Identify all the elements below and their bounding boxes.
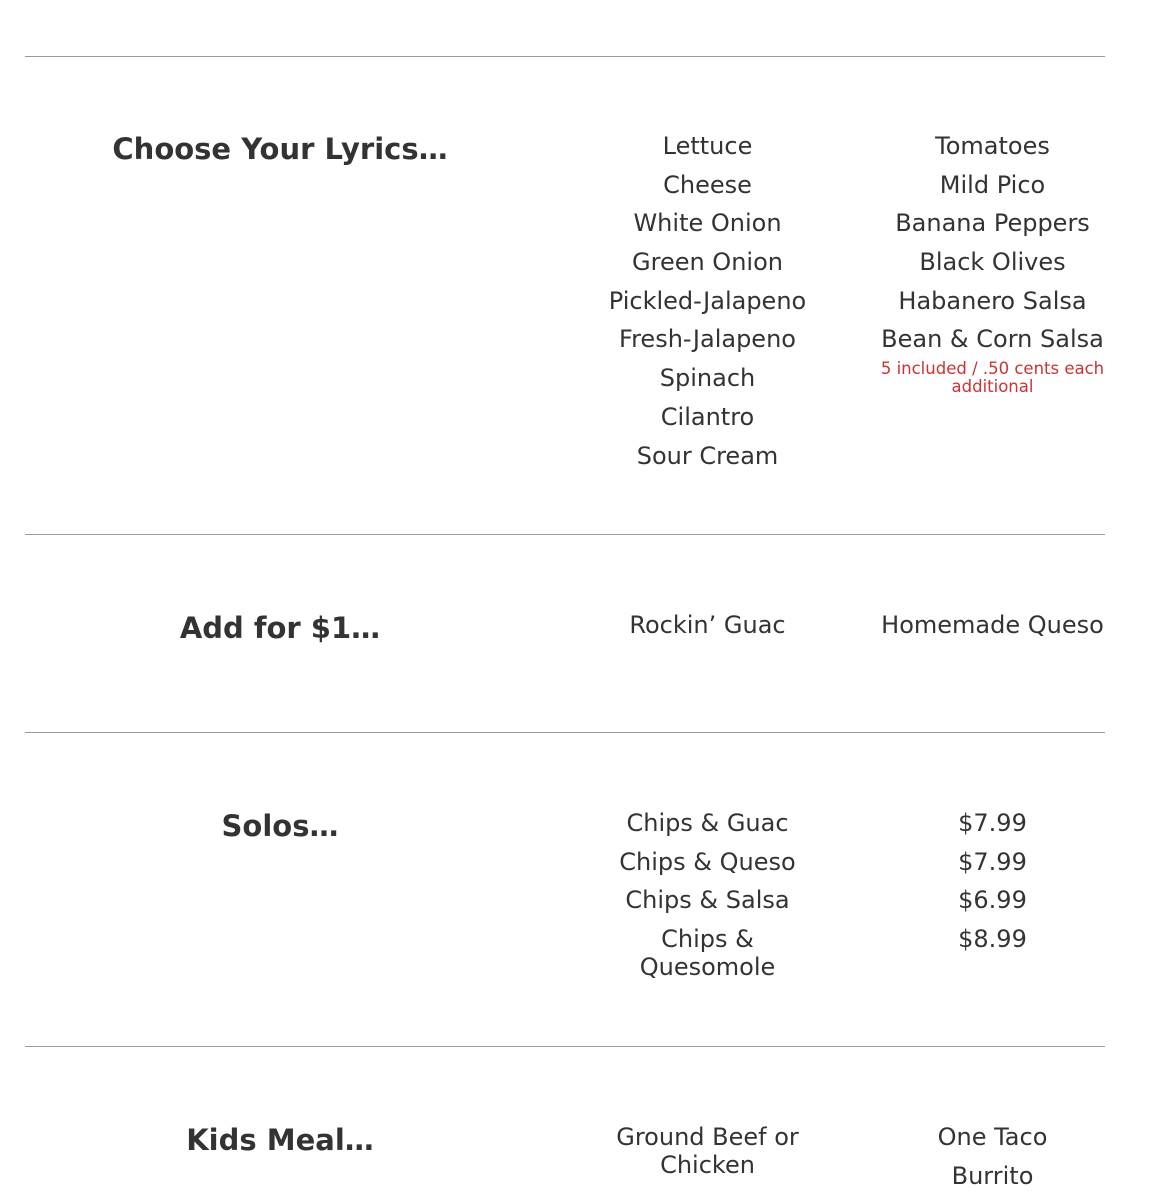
solo-price: $6.99 xyxy=(958,886,1027,915)
solo-item: Chips & Quesomole xyxy=(639,925,776,982)
divider xyxy=(25,732,1105,733)
section-title: Choose Your Lyrics… xyxy=(112,132,448,166)
pricing-note: 5 included / .50 cents each additional xyxy=(880,359,1105,397)
topping-item: Green Onion xyxy=(632,248,783,277)
addon-item: Rockin’ Guac xyxy=(629,611,786,639)
solo-item: Chips & Guac xyxy=(626,809,789,837)
topping-item: Cheese xyxy=(663,170,752,199)
lyrics-column-right xyxy=(880,132,1105,396)
solos-column-right xyxy=(880,809,1105,964)
kids-item: One Taco xyxy=(937,1123,1048,1151)
divider xyxy=(25,56,1105,57)
add-column-right xyxy=(880,611,1105,650)
topping-item: Sour Cream xyxy=(636,441,779,470)
topping-item: Lettuce xyxy=(662,132,753,160)
topping-item: Tomatoes xyxy=(935,132,1050,160)
solo-item: Chips & Queso xyxy=(619,847,796,876)
solo-item: Chips & Salsa xyxy=(625,886,790,915)
divider xyxy=(25,1046,1105,1047)
kids-column-right xyxy=(880,1123,1105,1200)
topping-item: Habanero Salsa xyxy=(898,286,1087,315)
addon-item: Homemade Queso xyxy=(881,611,1104,639)
solo-price: $7.99 xyxy=(958,847,1027,876)
topping-item: Cilantro xyxy=(660,402,755,431)
lyrics-column-left xyxy=(595,132,820,480)
topping-item: Bean & Corn Salsa xyxy=(881,325,1104,354)
topping-item: Black Olives xyxy=(919,248,1066,277)
add-column-left xyxy=(595,611,820,650)
section-title: Kids Meal… xyxy=(186,1123,374,1157)
topping-item: Mild Pico xyxy=(939,170,1046,199)
topping-item: Fresh-Jalapeno xyxy=(619,325,796,354)
kids-column-left xyxy=(595,1123,820,1190)
section-title: Solos… xyxy=(221,809,339,843)
kids-item: Ground Beef or Chicken xyxy=(616,1123,799,1179)
topping-item: Spinach xyxy=(659,364,756,393)
solo-price: $8.99 xyxy=(958,925,1027,954)
topping-item: Banana Peppers xyxy=(895,209,1090,238)
solos-column-left xyxy=(595,809,820,992)
topping-item: White Onion xyxy=(633,209,782,238)
divider xyxy=(25,534,1105,535)
solo-price: $7.99 xyxy=(958,809,1027,837)
kids-item: Burrito xyxy=(951,1161,1034,1190)
section-title: Add for $1… xyxy=(179,611,381,645)
topping-item: Pickled-Jalapeno xyxy=(608,286,807,315)
